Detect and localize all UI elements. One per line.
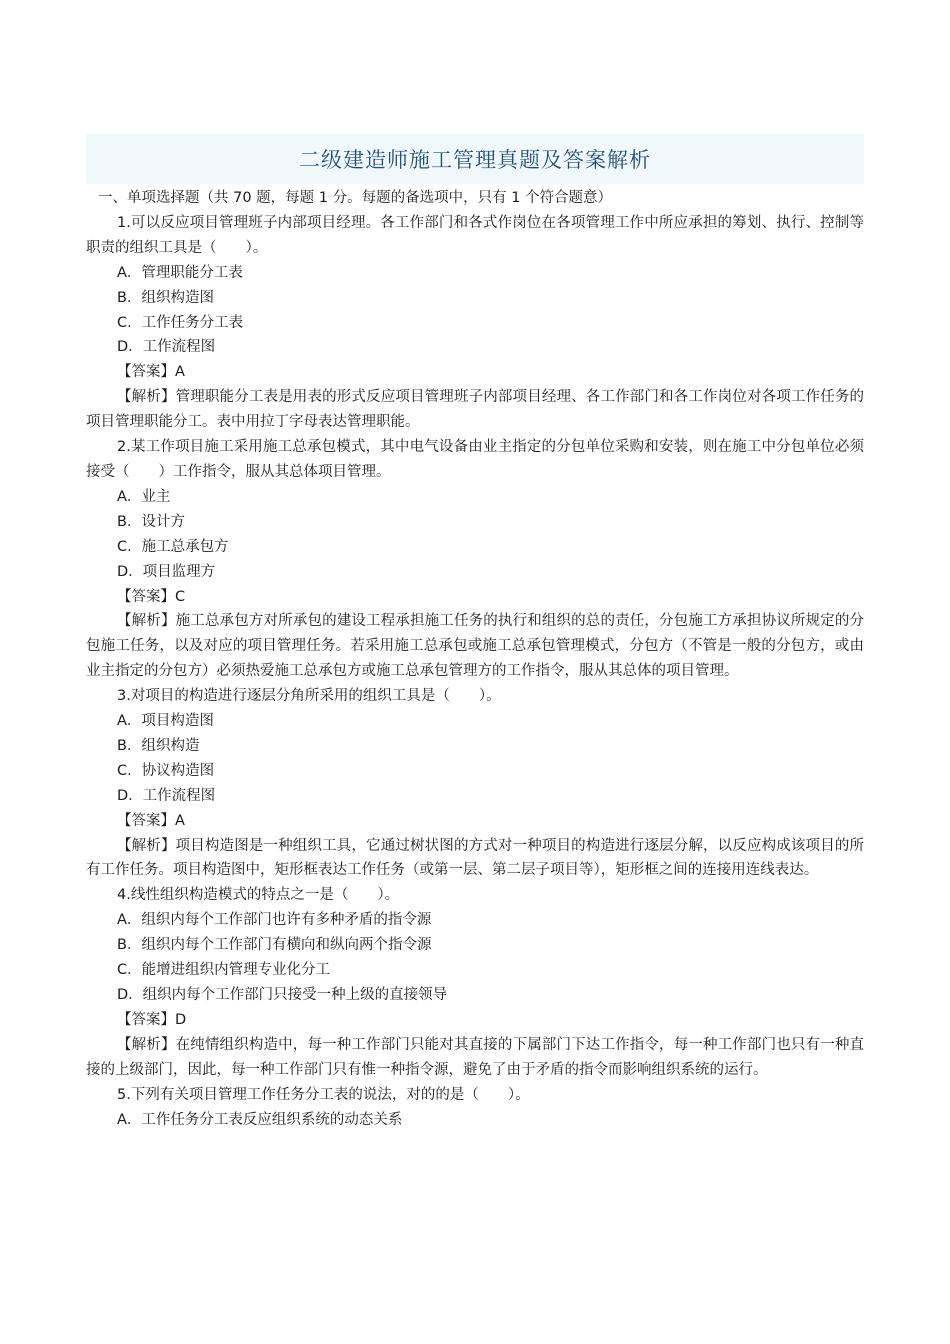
question-3-stem: 3.对项目的构造进行逐层分角所采用的组织工具是（ ）。 — [117, 688, 501, 705]
document-body — [86, 186, 864, 1132]
question-2-option-a: A．业主 — [117, 488, 171, 505]
question-1-option-a: A．管理职能分工表 — [117, 264, 243, 281]
question-3-answer: 【答案】A — [117, 812, 185, 829]
question-2-stem: 2.某工作项目施工采用施工总承包模式，其中电气设备由业主指定的分包单位采购和安装，则在施工中分包单位必须接受（ ）工作指令，服从其总体项目管理。 — [86, 439, 864, 480]
question-1-answer: 【答案】A — [117, 364, 185, 381]
question-4-option-c: C．能增进组织内管理专业化分工 — [117, 962, 331, 979]
question-3-option-b: B．组织构造 — [117, 737, 200, 754]
question-3-option-d: D．工作流程图 — [117, 787, 216, 804]
question-2-option-c: C．施工总承包方 — [117, 538, 229, 555]
title-banner — [86, 134, 864, 184]
question-3-option-c: C．协议构造图 — [117, 762, 215, 779]
question-1-option-b: B．组织构造图 — [117, 289, 214, 306]
question-3-analysis: 【解析】项目构造图是一种组织工具，它通过树状图的方式对一种项目的构造进行逐层分解，以反应构成该项目的所有工作任务。项目构造图中，矩形框表达工作任务（或第一层、第二层子项目等），矩形框之间的连接用连线表达。 — [86, 837, 864, 879]
question-2-option-d: D．项目监理方 — [117, 563, 216, 580]
question-4-answer: 【答案】D — [117, 1011, 187, 1028]
question-1-option-d: D．工作流程图 — [117, 339, 216, 356]
question-3-option-a: A．项目构造图 — [117, 713, 214, 730]
question-4-analysis: 【解析】在纯情组织构造中，每一种工作部门只能对其直接的下属部门下达工作指令，每一种工作部门也只有一种直接的上级部门，因此，每一种工作部门只有惟一种指令源，避免了由于矛盾的指令而影响组织系统的运行。 — [86, 1036, 864, 1078]
question-2-option-b: B．设计方 — [117, 513, 185, 530]
question-4-option-b: B．组织内每个工作部门有横向和纵向两个指令源 — [117, 937, 432, 954]
question-5-option-a: A．工作任务分工表反应组织系统的动态关系 — [117, 1111, 403, 1128]
section-heading: 一、单项选择题（共 70 题，每题 1 分。每题的备选项中，只有 1 个符合题意） — [98, 190, 613, 206]
question-1-option-c: C．工作任务分工表 — [117, 314, 244, 331]
question-5-stem: 5.下列有关项目管理工作任务分工表的说法，对的的是（ ）。 — [117, 1086, 530, 1103]
question-1-analysis: 【解析】管理职能分工表是用表的形式反应项目管理班子内部项目经理、各工作部门和各工作岗位对各项工作任务的项目管理职能分工。表中用拉丁字母表达管理职能。 — [86, 389, 864, 431]
question-4-option-a: A．组织内每个工作部门也许有多种矛盾的指令源 — [117, 912, 432, 929]
question-4-option-d: D．组织内每个工作部门只接受一种上级的直接领导 — [117, 987, 448, 1003]
question-2-analysis: 【解析】施工总承包方对所承包的建设工程承担施工任务的执行和组织的总的责任，分包施工方承担协议所规定的分包施工任务，以及对应的项目管理任务。若采用施工总承包或施工总承包管理模式，分包方（不管是一般的分包方，或由业主指定的分包方）必须热爱施工总承包方或施工总承包管理方的工作指令，服从其总体的项目管理。 — [86, 613, 864, 680]
page-title: 二级建造师施工管理真题及答案解析 — [299, 148, 651, 172]
question-2-answer: 【答案】C — [117, 588, 186, 605]
question-1-stem: 1.可以反应项目管理班子内部项目经理。各工作部门和各式作岗位在各项管理工作中所应承担的筹划、执行、控制等职责的组织工具是（ ）。 — [86, 214, 864, 256]
question-4-stem: 4.线性组织构造模式的特点之一是（ ）。 — [117, 887, 400, 904]
